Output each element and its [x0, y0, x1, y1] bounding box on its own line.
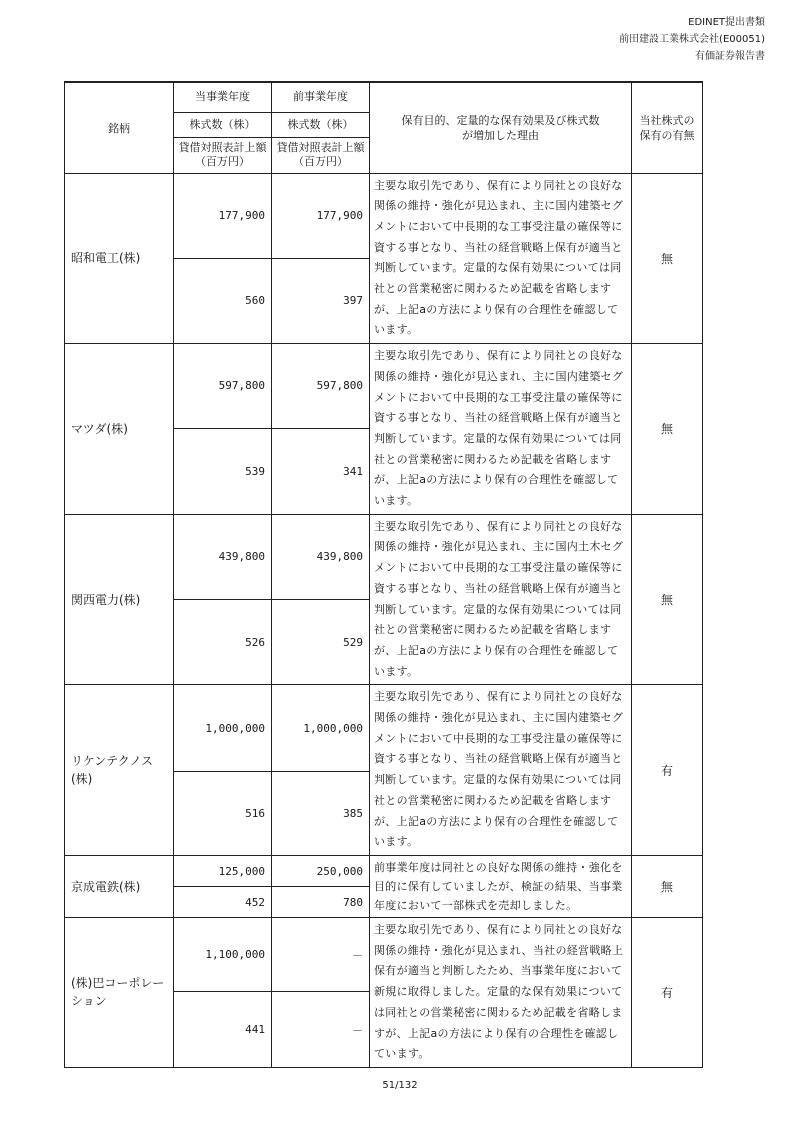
shares-previous: 1,000,000 [272, 685, 370, 772]
shares-previous: 250,000 [272, 856, 370, 887]
cross-holding-status: 有 [632, 918, 703, 1068]
book-value-previous: 780 [272, 887, 370, 918]
header-cross-holding: 当社株式の保有の有無 [632, 82, 703, 173]
book-value-current: 526 [174, 600, 272, 685]
header-current-year: 当事業年度 [174, 82, 272, 112]
cross-holding-status: 無 [632, 514, 703, 685]
header-book-value-current: 貸借対照表計上額（百万円） [174, 137, 272, 173]
header-filing-type: EDINET提出書類 [688, 17, 765, 28]
cross-holding-status: 無 [632, 173, 703, 344]
header-purpose: 保有目的、定量的な保有効果及び株式数が増加した理由 [370, 82, 632, 173]
book-value-current: 560 [174, 258, 272, 343]
holding-purpose: 主要な取引先であり、保有により同社との良好な関係の維持・強化が見込まれ、主に国内建築セグメントにおいて中長期的な工事受注量の確保等に資する事となり、当社の経営戦略上保有が適当と判断しています。定量的な保有効果については同社との営業秘密に関わるため記載を省略しますが、上記aの方法により保有の合理性を確認しています。 [370, 685, 632, 856]
header-report-type: 有価証券報告書 [695, 51, 765, 62]
cross-holding-status: 無 [632, 856, 703, 918]
page-number: 51/132 [382, 1080, 418, 1091]
stock-name: (株)巴コーポレーション [65, 918, 174, 1068]
book-value-previous: 385 [272, 771, 370, 855]
shares-previous: － [272, 918, 370, 992]
holding-purpose: 主要な取引先であり、保有により同社との良好な関係の維持・強化が見込まれ、主に国内土木セグメントにおいて中長期的な工事受注量の確保等に資する事となり、当社の経営戦略上保有が適当と判断しています。定量的な保有効果については同社との営業秘密に関わるため記載を省略しますが、上記aの方法により保有の合理性を確認しています。 [370, 514, 632, 685]
stock-name: 昭和電工(株) [65, 173, 174, 344]
book-value-current: 516 [174, 771, 272, 855]
book-value-previous: 397 [272, 258, 370, 343]
stock-name: 関西電力(株) [65, 514, 174, 685]
header-book-value-previous: 貸借対照表計上額（百万円） [272, 137, 370, 173]
shares-current: 439,800 [174, 514, 272, 599]
header-shares-current: 株式数（株） [174, 112, 272, 137]
header-company: 前田建設工業株式会社(E00051) [619, 34, 765, 45]
book-value-current: 539 [174, 428, 272, 514]
stock-name: 京成電鉄(株) [65, 856, 174, 918]
holding-purpose: 前事業年度は同社との良好な関係の維持・強化を目的に保有していましたが、検証の結果、当事業年度において一部株式を売却しました。 [370, 856, 632, 918]
shares-current: 1,000,000 [174, 685, 272, 772]
header-shares-previous: 株式数（株） [272, 112, 370, 137]
header-previous-year: 前事業年度 [272, 82, 370, 112]
holding-purpose: 主要な取引先であり、保有により同社との良好な関係の維持・強化が見込まれ、当社の経営戦略上保有が適当と判断したため、当事業年度において新規に取得しました。定量的な保有効果については同社との営業秘密に関わるため記載を省略しますが、上記aの方法により保有の合理性を確認しています。 [370, 918, 632, 1068]
holdings-table [64, 81, 703, 1068]
cross-holding-status: 有 [632, 685, 703, 856]
cross-holding-status: 無 [632, 344, 703, 515]
shares-current: 1,100,000 [174, 918, 272, 992]
shares-current: 125,000 [174, 856, 272, 887]
holding-purpose: 主要な取引先であり、保有により同社との良好な関係の維持・強化が見込まれ、主に国内建築セグメントにおいて中長期的な工事受注量の確保等に資する事となり、当社の経営戦略上保有が適当と判断しています。定量的な保有効果については同社との営業秘密に関わるため記載を省略しますが、上記aの方法により保有の合理性を確認しています。 [370, 173, 632, 344]
document-header [505, 14, 765, 65]
shares-current: 597,800 [174, 344, 272, 429]
book-value-current: 441 [174, 992, 272, 1068]
book-value-previous: － [272, 992, 370, 1068]
book-value-previous: 529 [272, 600, 370, 685]
shares-previous: 597,800 [272, 344, 370, 429]
book-value-previous: 341 [272, 428, 370, 514]
stock-name: リケンテクノス(株) [65, 685, 174, 856]
stock-name: マツダ(株) [65, 344, 174, 515]
book-value-current: 452 [174, 887, 272, 918]
shares-previous: 439,800 [272, 514, 370, 599]
shares-current: 177,900 [174, 173, 272, 258]
header-stock-name: 銘柄 [65, 82, 174, 173]
holding-purpose: 主要な取引先であり、保有により同社との良好な関係の維持・強化が見込まれ、主に国内建築セグメントにおいて中長期的な工事受注量の確保等に資する事となり、当社の経営戦略上保有が適当と判断しています。定量的な保有効果については同社との営業秘密に関わるため記載を省略しますが、上記aの方法により保有の合理性を確認しています。 [370, 344, 632, 515]
shares-previous: 177,900 [272, 173, 370, 258]
